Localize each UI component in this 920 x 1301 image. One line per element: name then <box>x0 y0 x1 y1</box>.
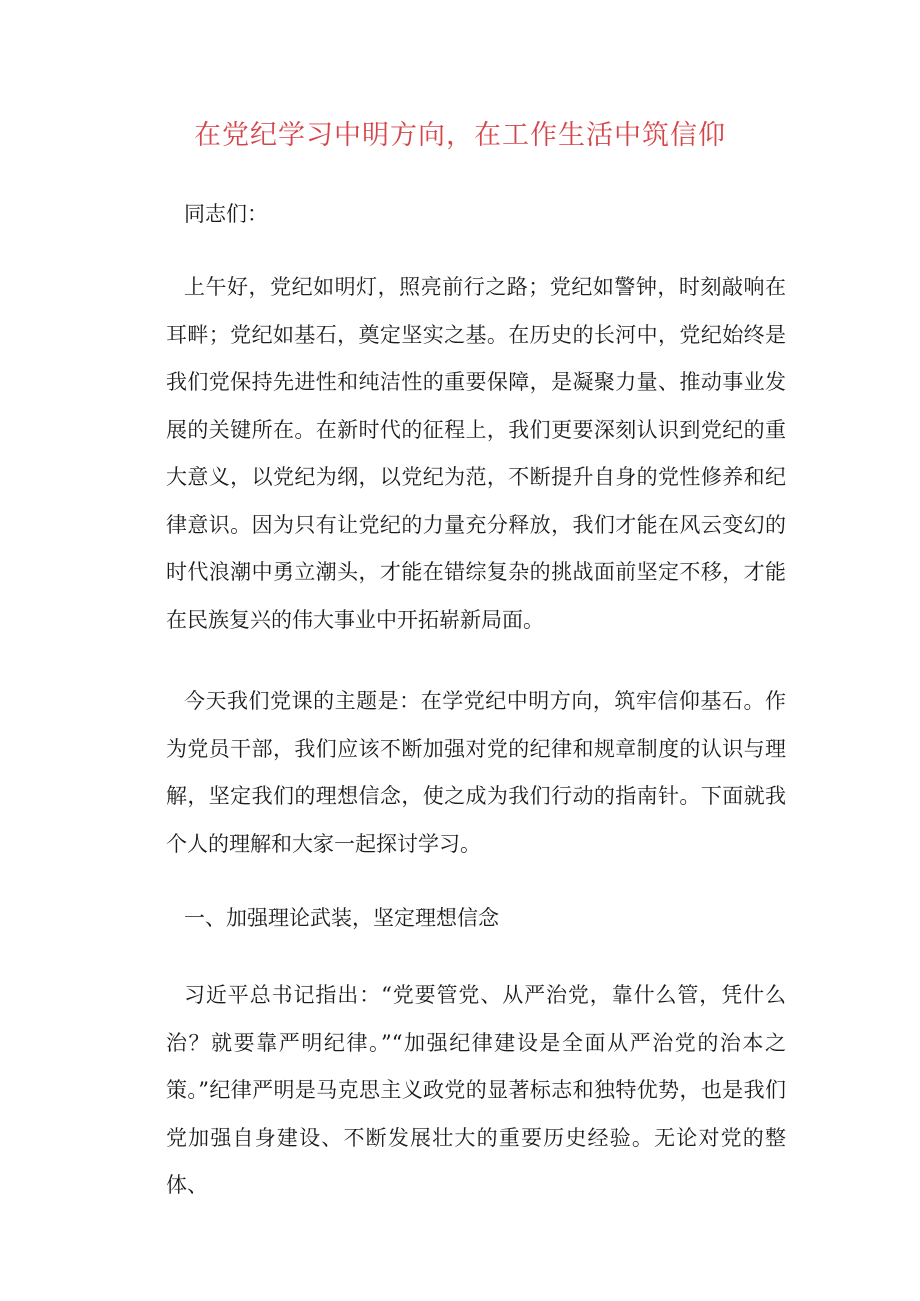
paragraph-opening: 上午好，党纪如明灯，照亮前行之路；党纪如警钟，时刻敲响在耳畔；党纪如基石，奠定坚实之基。在历史的长河中，党纪始终是我们党保持先进性和纯洁性的重要保障，是凝聚力量、推动事业发展的关键所在。在新时代的征程上，我们更要深刻认识到党纪的重大意义，以党纪为纲，以党纪为范，不断提升自身的党性修养和纪律意识。因为只有让党纪的力量充分释放，我们才能在风云变幻的时代浪潮中勇立潮头，才能在错综复杂的挑战面前坚定不移，才能在民族复兴的伟大事业中开拓崭新局面。 <box>166 275 786 632</box>
paragraph-section-1: 习近平总书记指出：“党要管党、从严治党，靠什么管，凭什么治？就要靠严明纪律。”“加强纪律建设是全面从严治党的治本之策。”纪律严明是马克思主义政党的显著标志和独特优势，也是我们党加强自身建设、不断发展壮大的重要历史经验。无论对党的整体、 <box>166 983 786 1197</box>
paragraph-theme: 今天我们党课的主题是：在学党纪中明方向，筑牢信仰基石。作为党员干部，我们应该不断加强对党的纪律和规章制度的认识与理解，坚定我们的理想信念，使之成为我们行动的指南针。下面就我个人的理解和大家一起探讨学习。 <box>166 689 786 856</box>
greeting: 同志们： <box>184 202 268 226</box>
document-title: 在党纪学习中明方向，在工作生活中筑信仰 <box>194 120 726 151</box>
section-heading: 一、加强理论武装，坚定理想信念 <box>184 906 499 930</box>
